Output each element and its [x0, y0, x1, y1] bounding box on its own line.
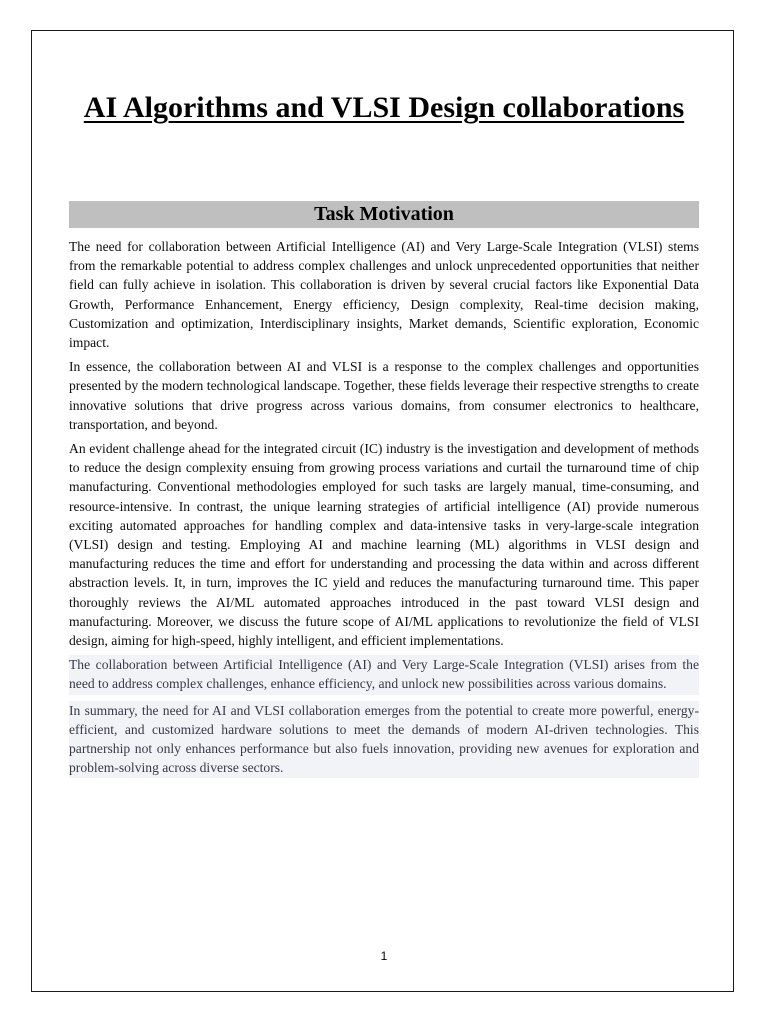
paragraph-2: In essence, the collaboration between AI and VLSI is a response to the complex challenges and opportunities presented by the modern technological landscape. Together, these fields leverage their respective strengths to create innovative solutions that drive progress across various domains, from consumer electronics to healthcare, transportation, and beyond. [69, 359, 699, 432]
document-body [69, 237, 699, 784]
page-number: 1 [380, 949, 388, 963]
paragraph-3: An evident challenge ahead for the integrated circuit (IC) industry is the investigation and development of methods to reduce the design complexity ensuing from growing process variations and curtail the turnaround time of chip manufacturing. Conventional methodologies employed for such tasks are largely manual, time-consuming, and resource-intensive. In contrast, the unique learning strategies of artificial intelligence (AI) provide numerous exciting automated approaches for handling complex and data-intensive tasks in very-large-scale integration (VLSI) design and testing. Employing AI and machine learning (ML) algorithms in VLSI design and manufacturing reduces the time and effort for understanding and processing the data within and across different abstraction levels. It, in turn, improves the IC yield and reduces the manufacturing turnaround time. This paper thoroughly reviews the AI/ML automated approaches introduced in the past toward VLSI design and manufacturing. Moreover, we discuss the future scope of AI/ML applications to revolutionize the field of VLSI design, aiming for high-speed, highly intelligent, and efficient implementations. [69, 441, 699, 649]
paragraph-5-highlighted: In summary, the need for AI and VLSI collaboration emerges from the potential to create more powerful, energy-efficient, and customized hardware solutions to meet the demands of modern AI-driven technologies. This partnership not only enhances performance but also fuels innovation, providing new avenues for exploration and problem-solving across diverse sectors. [69, 701, 699, 779]
section-heading: Task Motivation [69, 201, 699, 228]
paragraph-4-highlighted: The collaboration between Artificial Intelligence (AI) and Very Large-Scale Integration (VLSI) arises from the need to address complex challenges, enhance efficiency, and unlock new possibilities across various domains. [69, 655, 699, 694]
paragraph-1: The need for collaboration between Artificial Intelligence (AI) and Very Large-Scale Integration (VLSI) stems from the remarkable potential to address complex challenges and unlock unprecedented opportunities that neither field can fully achieve in isolation. This collaboration is driven by several crucial factors like Exponential Data Growth, Performance Enhancement, Energy efficiency, Design complexity, Real-time decision making, Customization and optimization, Interdisciplinary insights, Market demands, Scientific exploration, Economic impact. [69, 239, 699, 351]
document-title: AI Algorithms and VLSI Design collaborations [83, 91, 685, 124]
